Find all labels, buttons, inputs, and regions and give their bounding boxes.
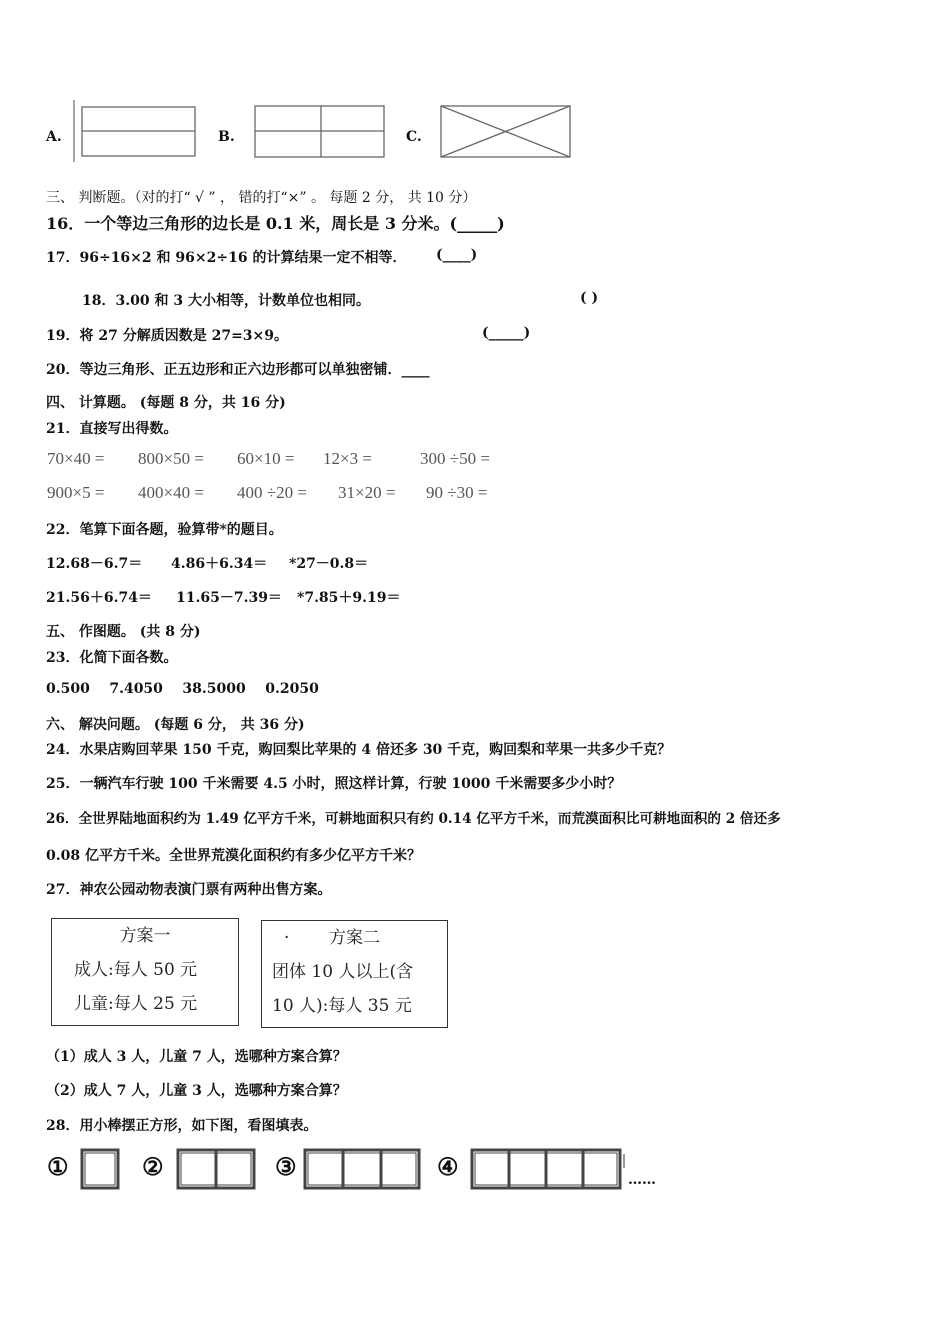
option-c-label: C. <box>406 129 422 145</box>
question-23-numbers: 0.500 7.4050 38.5000 0.2050 <box>46 681 319 697</box>
question-25: 25．一辆汽车行驶 100 千米需要 4.5 小时，照这样计算，行驶 1000 千米需要多少小时？ <box>46 776 622 792</box>
question-19-blank[interactable]: (_____) <box>482 325 531 341</box>
plan-one-child: 儿童:每人 25 元 <box>74 994 198 1014</box>
question-28: 28．用小棒摆正方形，如下图，看图填表。 <box>46 1118 318 1134</box>
question-17-blank[interactable]: (____) <box>436 247 478 263</box>
figure-label-4: ④ <box>437 1152 459 1181</box>
section3-heading: 三、 判断题。（对的打“ √ ” ， 错的打“×” 。 每题 2 分， 共 10 分） <box>46 190 477 206</box>
written-calc-item: 21.56＋6.74＝ <box>46 590 152 606</box>
rectangle-figure-c <box>436 100 576 164</box>
question-23: 23．化简下面各数。 <box>46 650 178 666</box>
written-calc-item: 4.86＋6.34＝ <box>171 556 268 572</box>
plan-one-box <box>51 918 239 1026</box>
oral-calc-item: 400×40 = <box>138 483 204 502</box>
section5-heading: 五、 作图题。 (共 8 分) <box>46 624 201 640</box>
oral-calc-item: 400 ÷20 = <box>237 483 307 502</box>
option-a-label: A. <box>46 129 62 145</box>
ellipsis: …… <box>628 1172 656 1188</box>
option-b-label: B. <box>218 129 235 145</box>
figure-label-2: ② <box>142 1152 164 1181</box>
oral-calc-item: 90 ÷30 = <box>426 483 488 502</box>
oral-calc-item: 12×3 = <box>323 449 372 468</box>
plan-two-title: 方案二 <box>329 928 380 948</box>
stick-squares-3 <box>301 1146 423 1192</box>
stick-squares-2 <box>174 1146 258 1192</box>
question-24: 24．水果店购回苹果 150 千克，购回梨比苹果的 4 倍还多 30 千克，购回梨和苹果一共多少千克？ <box>46 742 672 758</box>
oral-calc-item: 31×20 = <box>338 483 396 502</box>
question-27: 27．神农公园动物表演门票有两种出售方案。 <box>46 882 332 898</box>
plan-one-adult: 成人:每人 50 元 <box>74 960 198 980</box>
oral-calc-item: 70×40 = <box>47 449 105 468</box>
oral-calc-item: 800×50 = <box>138 449 204 468</box>
written-calc-item: *27－0.8＝ <box>289 556 369 572</box>
question-26-line1: 26．全世界陆地面积约为 1.49 亿平方千米，可耕地面积只有约 0.14 亿平方千米，而荒漠面积比可耕地面积的 2 倍还多 <box>46 811 781 827</box>
question-19: 19．将 27 分解质因数是 27=3×9。 <box>46 328 289 344</box>
written-calc-item: 11.65－7.39＝ <box>176 590 282 606</box>
rectangle-figure-b <box>250 100 390 164</box>
plan-two-box <box>261 920 448 1028</box>
question-27-part1: （1）成人 3 人，儿童 7 人，选哪种方案合算？ <box>46 1049 347 1065</box>
plan-two-line1: 团体 10 人以上(含 <box>272 962 414 982</box>
question-18-blank[interactable]: ( ) <box>580 290 599 306</box>
figure-label-1: ① <box>47 1152 69 1181</box>
plan-two-dot: · <box>284 928 290 948</box>
section6-heading: 六、 解决问题。 (每题 6 分， 共 36 分) <box>46 717 305 733</box>
question-21: 21．直接写出得数。 <box>46 421 178 437</box>
question-26-line2: 0.08 亿平方千米。全世界荒漠化面积约有多少亿平方千米？ <box>46 848 421 864</box>
figure-label-3: ③ <box>275 1152 297 1181</box>
section4-heading: 四、 计算题。 (每题 8 分，共 16 分) <box>46 395 286 411</box>
question-20: 20．等边三角形、正五边形和正六边形都可以单独密铺．____ <box>46 362 430 378</box>
oral-calc-item: 60×10 = <box>237 449 295 468</box>
stick-squares-4 <box>468 1146 628 1192</box>
question-27-part2: （2）成人 7 人，儿童 3 人，选哪种方案合算？ <box>46 1083 347 1099</box>
stick-squares-1 <box>78 1146 122 1192</box>
question-16: 16．一个等边三角形的边长是 0.1 米，周长是 3 分米。(_____) <box>46 214 505 233</box>
question-17: 17．96÷16×2 和 96×2÷16 的计算结果一定不相等． <box>46 250 407 266</box>
oral-calc-item: 300 ÷50 = <box>420 449 490 468</box>
rectangle-figure-a <box>70 100 200 164</box>
plan-two-line2: 10 人):每人 35 元 <box>272 996 412 1016</box>
written-calc-item: *7.85＋9.19＝ <box>297 590 401 606</box>
question-18: 18．3.00 和 3 大小相等，计数单位也相同。 <box>82 293 370 309</box>
written-calc-item: 12.68－6.7＝ <box>46 556 143 572</box>
oral-calc-item: 900×5 = <box>47 483 105 502</box>
plan-one-title: 方案一 <box>119 926 171 946</box>
question-22: 22．笔算下面各题，验算带*的题目。 <box>46 522 283 538</box>
